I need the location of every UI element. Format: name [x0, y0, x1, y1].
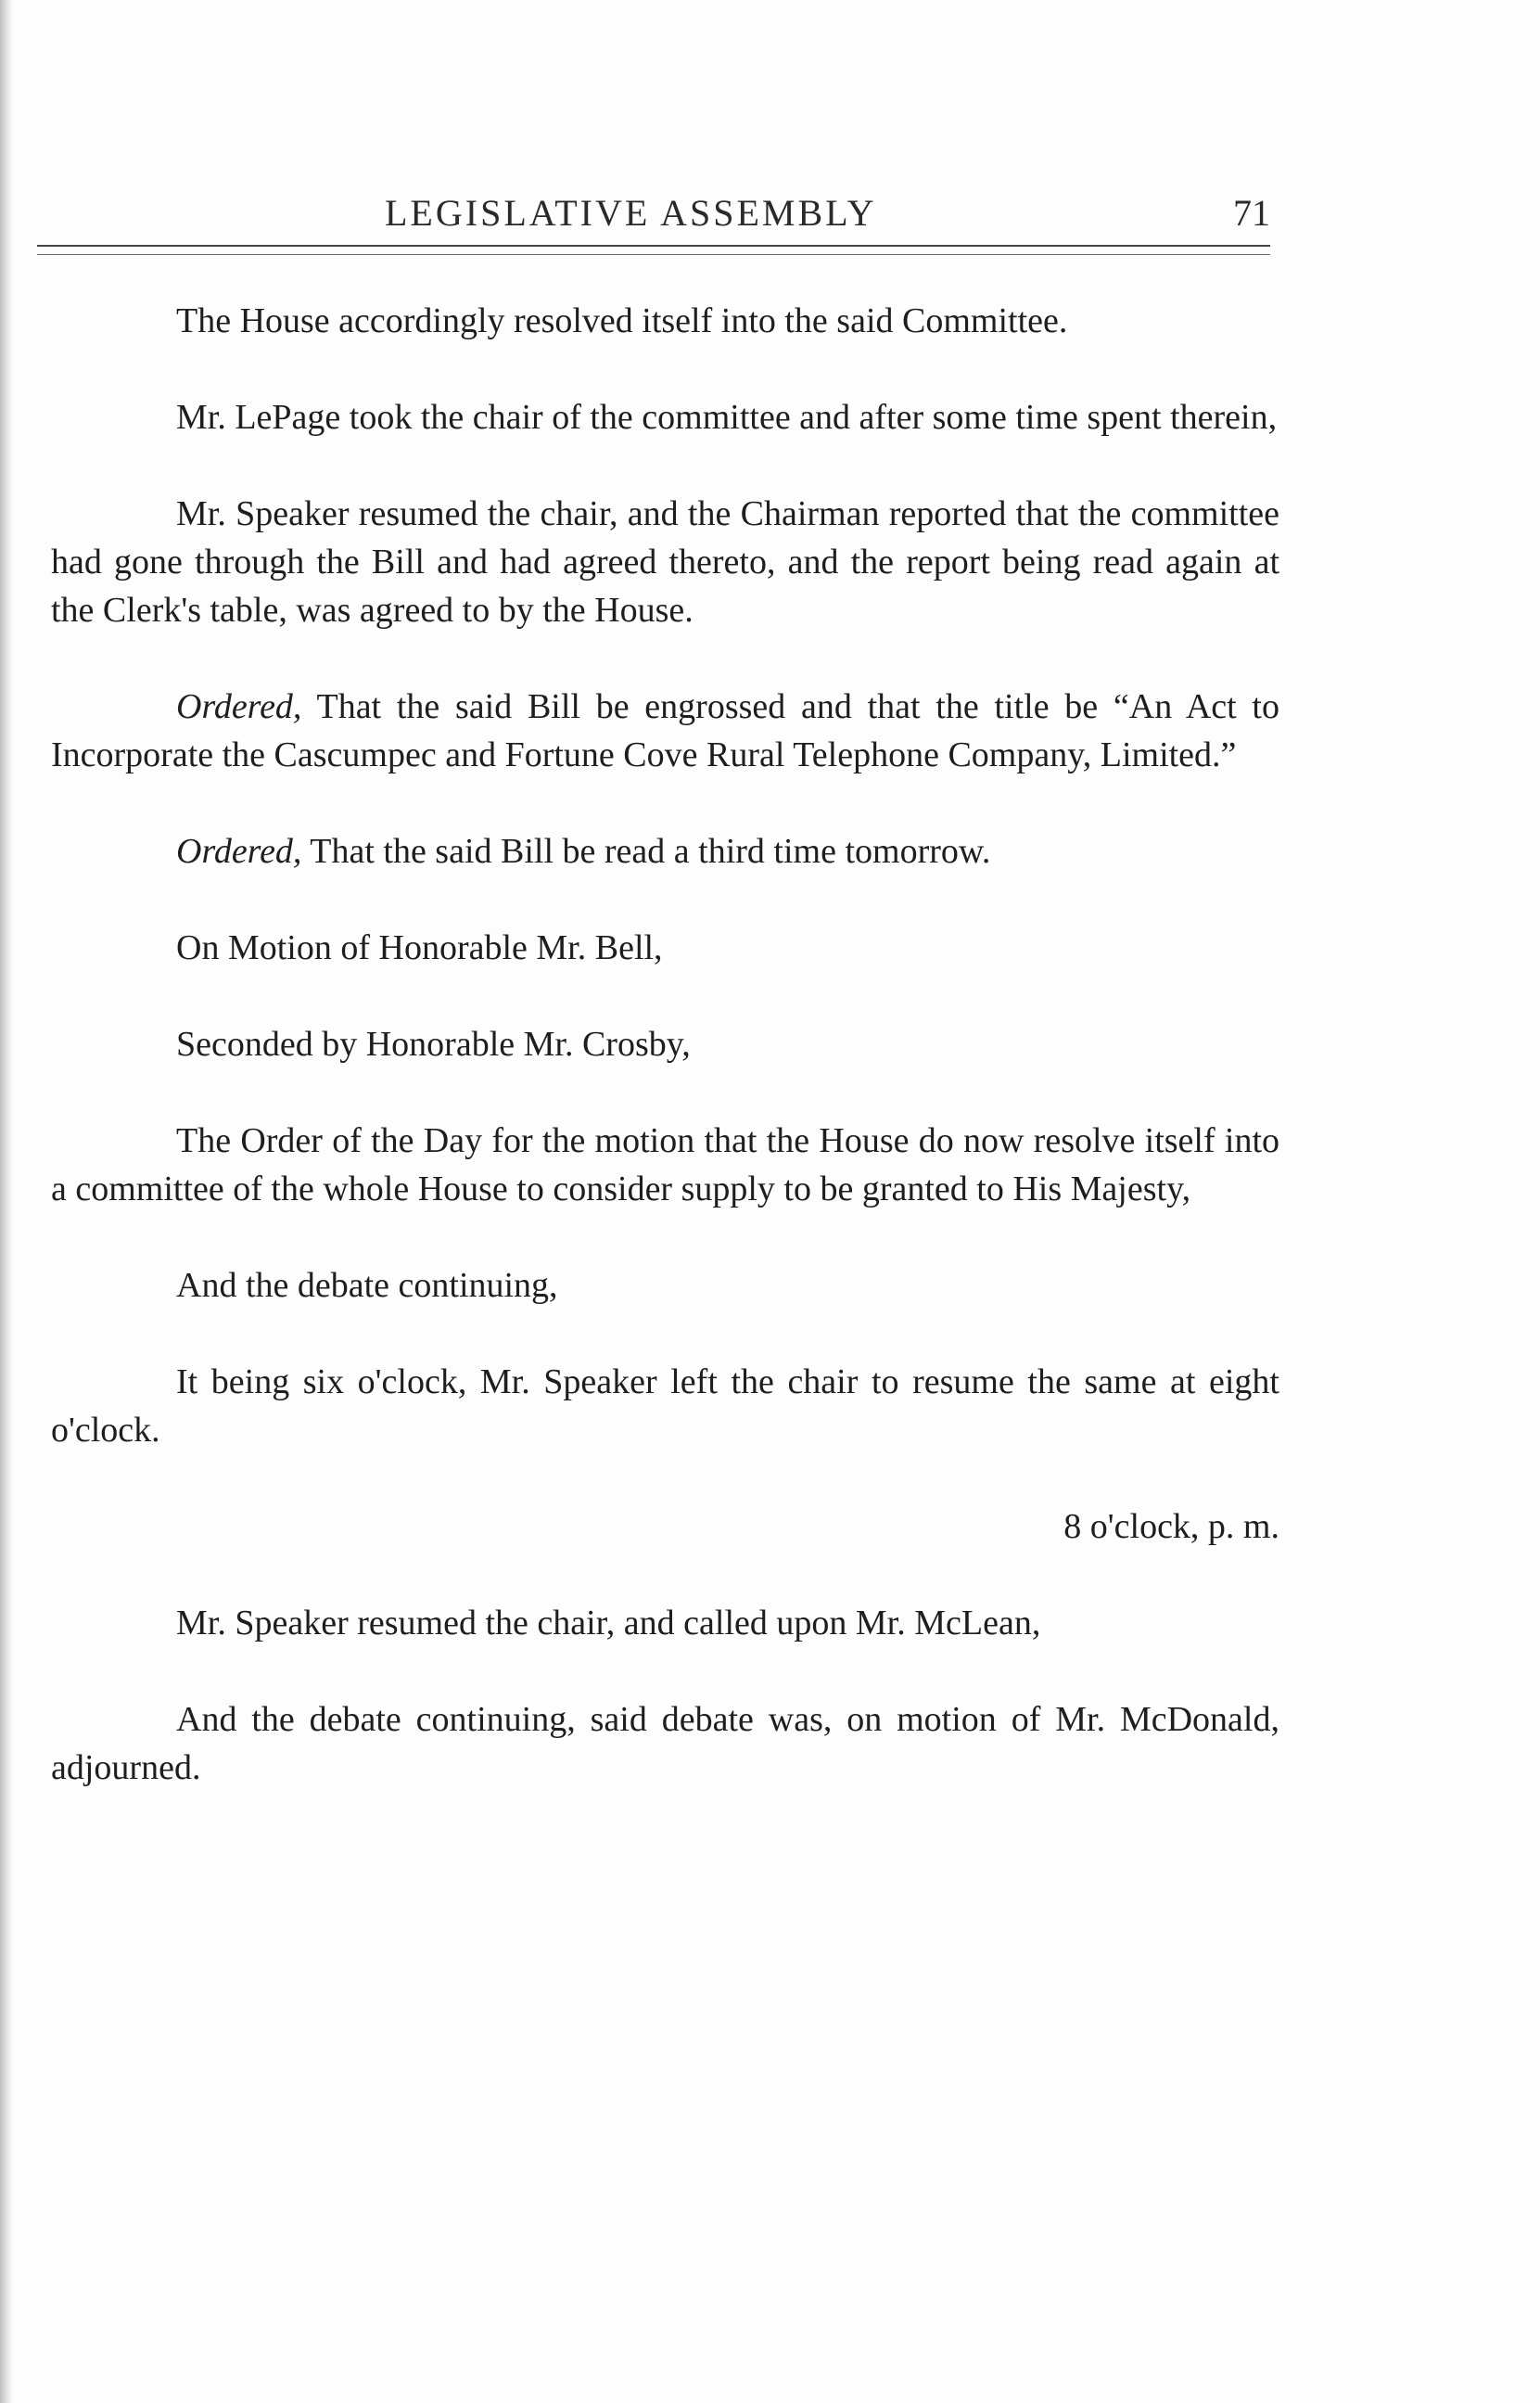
paragraph-ordered-engrossed	[51, 683, 1279, 779]
running-head: LEGISLATIVE ASSEMBLY	[385, 192, 877, 234]
paragraph-speaker-resumed: Mr. Speaker resumed the chair, and the Chairman reported that the committee had gone through the Bill and had agreed thereto, and the report being read again at the Clerk's table, was agreed to by the House.	[51, 494, 1279, 630]
ordered-label: Ordered,	[176, 832, 302, 871]
paragraph-resolved-into-committee: The House accordingly resolved itself into the said Committee.	[176, 301, 1068, 340]
page-edge-shadow	[0, 0, 13, 2403]
ordered-label: Ordered,	[176, 687, 302, 726]
header-rule-top	[37, 245, 1270, 247]
body-text	[51, 297, 1279, 1840]
ordered-third-reading-text: That the said Bill be read a third time tomorrow.	[301, 832, 991, 871]
paragraph-lepage-chair: Mr. LePage took the chair of the committee and after some time spent therein,	[176, 398, 1278, 437]
paragraph-debate-adjourned: And the debate continuing, said debate was, on motion of Mr. McDonald, adjourned.	[51, 1700, 1279, 1787]
page-header	[37, 184, 1270, 239]
header-rule-bottom	[37, 254, 1270, 255]
paragraph-speaker-called-mclean: Mr. Speaker resumed the chair, and called upon Mr. McLean,	[176, 1604, 1041, 1642]
paragraph-ordered-third-reading	[51, 827, 1279, 876]
page-number: 71	[1233, 192, 1270, 234]
ordered-engrossed-text: That the said Bill be engrossed and that the title be “An Act to Incorporate the Cascumpec and Fortune Cove Rural Telephone Company, Limited.”	[51, 687, 1279, 774]
paragraph-six-oclock: It being six o'clock, Mr. Speaker left the chair to resume the same at eight o'clock.	[51, 1362, 1279, 1450]
time-heading: 8 o'clock, p. m.	[1063, 1507, 1279, 1546]
paragraph-order-of-day: The Order of the Day for the motion that the House do now resolve itself into a committee of the whole House to consider supply to be granted to His Majesty,	[51, 1121, 1279, 1208]
paragraph-seconded-crosby: Seconded by Honorable Mr. Crosby,	[176, 1025, 691, 1064]
paragraph-motion-bell: On Motion of Honorable Mr. Bell,	[176, 928, 663, 967]
paragraph-debate-continuing: And the debate continuing,	[176, 1266, 558, 1305]
